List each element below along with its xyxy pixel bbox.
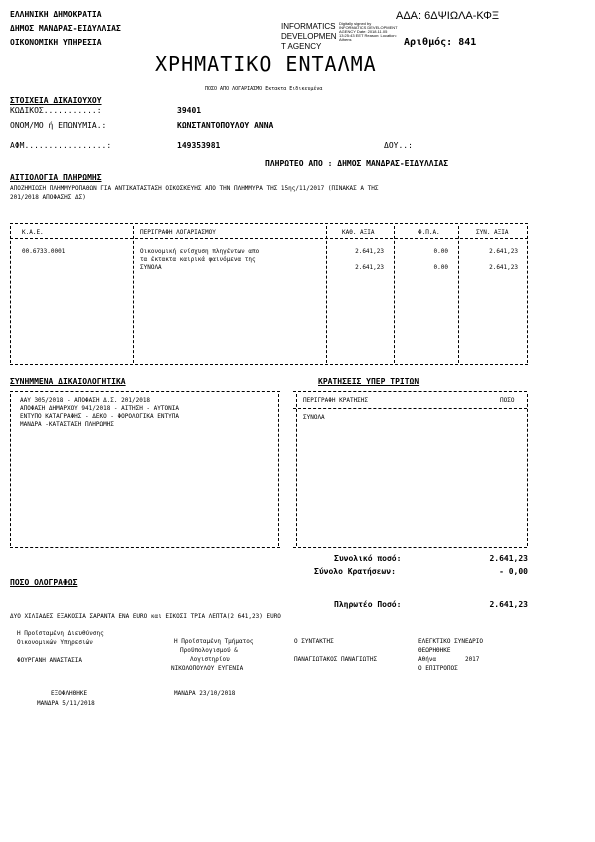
beneficiary-section-title: ΣΤΟΙΧΕΙΑ ΔΙΚΑΙΟΥΧΟΥ — [10, 96, 102, 105]
number-label: Αριθμός: — [404, 37, 453, 48]
row-desc-1: Οικονομική ενίσχυση πληγέντων απο — [140, 248, 260, 255]
digital-signature-stamp: Digitally signed by INFORMATICS DEVELOPMENT AGENCY Date: 2018.11.05 13:25:43 EET Reason: Location: Athens — [339, 21, 398, 42]
col-header-kae: Κ.Α.Ε. — [22, 229, 44, 236]
org-line-1: ΕΛΛΗΝΙΚΗ ΔΗΜΟΚΡΑΤΙΑ — [10, 10, 102, 19]
sig-director-title-1: Η Προϊσταμένη Διευθύνσης — [17, 630, 104, 637]
row-totals-net: 2.641,23 — [355, 264, 384, 271]
col-header-total: ΣΥΝ. ΑΞΙΑ — [476, 229, 509, 236]
sig-author-title: Ο ΣΥΝΤΑΚΤΗΣ — [294, 638, 334, 645]
reason-section-title: ΑΙΤΙΟΛΟΓΙΑ ΠΛΗΡΩΜΗΣ — [10, 173, 102, 182]
sig-audit-commissioner: Ο ΕΠΙΤΡΟΠΟΣ — [418, 665, 458, 672]
amount-words-section-title: ΠΟΣΟ ΟΛΟΓΡΑΦΩΣ — [10, 578, 78, 587]
sig-audit-title-2: ΘΕΩΡΗΘΗΚΕ — [418, 647, 451, 654]
paid-place-date: ΜΑΝΔΡΑ 5/11/2018 — [37, 700, 95, 707]
row-total: 2.641,23 — [489, 248, 518, 255]
row-totals-total: 2.641,23 — [489, 264, 518, 271]
ada-code: ΑΔΑ: 6ΔΨΙΩΛΑ-ΚΦΞ — [396, 10, 500, 22]
agency-stamp-name — [281, 22, 337, 52]
amount-words-text: ΔΥΟ ΧΙΛΙΑΔΕΣ ΕΞΑΚΟΣΙΑ ΣΑΡΑΝΤΑ ΕΝΑ EURO και ΕΙΚΟΣΙ ΤΡΙΑ ΛΕΠΤΑ(2 641,23) EURO — [10, 613, 281, 620]
code-value: 39401 — [177, 106, 202, 115]
col-header-net: ΚΑΘ. ΑΞΙΑ — [342, 229, 375, 236]
org-line-2: ΔΗΜΟΣ ΜΑΝΔΡΑΣ-ΕΙΔΥΛΛΙΑΣ — [10, 24, 121, 33]
documents-section-title: ΣΥΝΗΜΜΕΝΑ ΔΙΚΑΙΟΛΟΓΗΤΙΚΑ — [10, 377, 126, 386]
sig-director-title-2: Οικονομικών Υπηρεσιών — [17, 639, 93, 646]
row-vat: 0.00 — [433, 248, 448, 255]
sig-head-title-3: Λογιστηρίου — [190, 656, 230, 663]
afm-label: ΑΦΜ.................: — [10, 141, 112, 150]
deductions-col-amount: ΠΟΣΟ — [500, 397, 515, 404]
issue-place-date: ΜΑΝΔΡΑ 23/10/2018 — [174, 690, 236, 697]
payable-amount-value: 2.641,23 — [489, 600, 528, 609]
payable-from: ΠΛΗΡΩΤΕΟ ΑΠΟ : ΔΗΜΟΣ ΜΑΝΔΡΑΣ-ΕΙΔΥΛΛΙΑΣ — [265, 159, 449, 168]
deductions-total-label: ΣΥΝΟΛΑ — [303, 414, 325, 421]
agency-line-3: T AGENCY — [281, 42, 322, 51]
row-totals-label: ΣΥΝΟΛΑ — [140, 264, 162, 271]
row-net: 2.641,23 — [355, 248, 384, 255]
row-kae: 00.6733.0001 — [22, 248, 66, 255]
reason-line-2: 201/2018 ΑΠΟΦΑΣΗΣ ΔΣ) — [10, 194, 86, 201]
document-line: ΜΑΝΔΡΑ -ΚΑΤΑΣΤΑΣΗ ΠΛΗΡΩΜΗΣ — [20, 421, 114, 428]
payment-mode: ΠΟΣΟ ΑΠΟ ΛΟΓΑΡΙΑΣΜΟ Εκτακτα Ειδικευμένα — [205, 86, 323, 92]
row-totals-vat: 0.00 — [433, 264, 448, 271]
name-value: ΚΩΝΣΤΑΝΤΟΠΟΥΛΟΥ ΑΝΝΑ — [177, 121, 274, 130]
page-title: ΧΡΗΜΑΤΙΚΟ ΕΝΤΑΛΜΑ — [155, 52, 377, 76]
sig-audit-title-1: ΕΛΕΓΚΤΙΚΟ ΣΥΝΕΔΡΙΟ — [418, 638, 484, 645]
deductions-section-title: ΚΡΑΤΗΣΕΙΣ ΥΠΕΡ ΤΡΙΤΩΝ — [318, 377, 420, 386]
org-line-3: ΟΙΚΟΝΟΜΙΚΗ ΥΠΗΡΕΣΙΑ — [10, 38, 102, 47]
agency-line-1: INFORMATICS — [281, 22, 336, 31]
col-header-description: ΠΕΡΙΓΡΑΦΗ ΛΟΓΑΡΙΑΣΜΟΥ — [140, 229, 216, 236]
afm-value: 149353981 — [177, 141, 221, 150]
col-header-vat: Φ.Π.Α. — [418, 229, 440, 236]
sig-author-name: ΠΑΝΑΓΙΩΤΑΚΟΣ ΠΑΝΑΓΙΩΤΗΣ — [294, 656, 378, 663]
paid-label: ΕΞΟΦΛΗΘΗΚΕ — [51, 690, 88, 697]
sig-head-name: ΝΙΚΟΛΟΠΟΥΛΟΥ ΕΥΓΕΝΙΑ — [171, 665, 244, 672]
reason-line-1: ΑΠΟΖΗΜΙΩΣΗ ΠΛΗΜΜΥΡΟΠΑΘΩΝ ΓΙΑ ΑΝΤΙΚΑΤΑΣΤΑΣΗ ΟΙΚΟΣΚΕΥΗΣ ΑΠΟ ΤΗΝ ΠΛΗΜΜΥΡΑ ΤΗΣ 15ης/11/2017 (ΠΙΝΑΚΑΣ Α ΤΗΣ — [10, 185, 379, 192]
name-label: ΟΝΟΜ/ΜΟ ή ΕΠΩΝΥΜΙΑ.: — [10, 121, 107, 130]
payable-amount-label: Πληρωτέο Ποσό: — [334, 600, 402, 609]
sig-audit-place: Αθήνα 2017 — [418, 656, 480, 663]
document-number — [404, 37, 476, 48]
document-line: ΕΝΤΥΠΟ ΚΑΤΑΓΡΑΦΗΣ - ΔΕΚΟ - ΦΟΡΟΛΟΓΙΚΑ ΕΝΤΥΠΑ — [20, 413, 179, 420]
total-amount-value: 2.641,23 — [489, 554, 528, 563]
document-line: ΑΑΥ 305/2018 - ΑΠΟΦΑΣΗ Δ.Σ. 201/2018 — [20, 397, 151, 404]
sig-head-title-2: Προϋπολογισμού & — [180, 647, 238, 654]
total-deductions-label: Σύνολο Κρατήσεων: — [314, 567, 396, 576]
document-line: ΑΠΟΦΑΣΗ ΔΗΜΑΡΧΟΥ 941/2018 - ΑΙΤΗΣΗ - ΑΥΤΟΝΙΑ — [20, 405, 179, 412]
agency-line-2: DEVELOPMEN — [281, 32, 337, 41]
deductions-col-description: ΠΕΡΙΓΡΑΦΗ ΚΡΑΤΗΣΗΣ — [303, 397, 369, 404]
row-desc-2: τα έκτακτα καιρικά φαινόμενα της — [140, 256, 256, 263]
doy-label: ΔΟΥ..: — [384, 141, 413, 150]
total-amount-label: Συνολικό ποσό: — [334, 554, 402, 563]
total-deductions-value: - 0,00 — [499, 567, 528, 576]
sig-head-title-1: Η Προϊσταμένη Τμήματος — [174, 638, 254, 645]
code-label: ΚΩΔΙΚΟΣ...........: — [10, 106, 102, 115]
number-value: 841 — [458, 37, 477, 48]
sig-director-name: ΦΟΥΡΓΑΝΗ ΑΝΑΣΤΑΣΙΑ — [17, 657, 83, 664]
